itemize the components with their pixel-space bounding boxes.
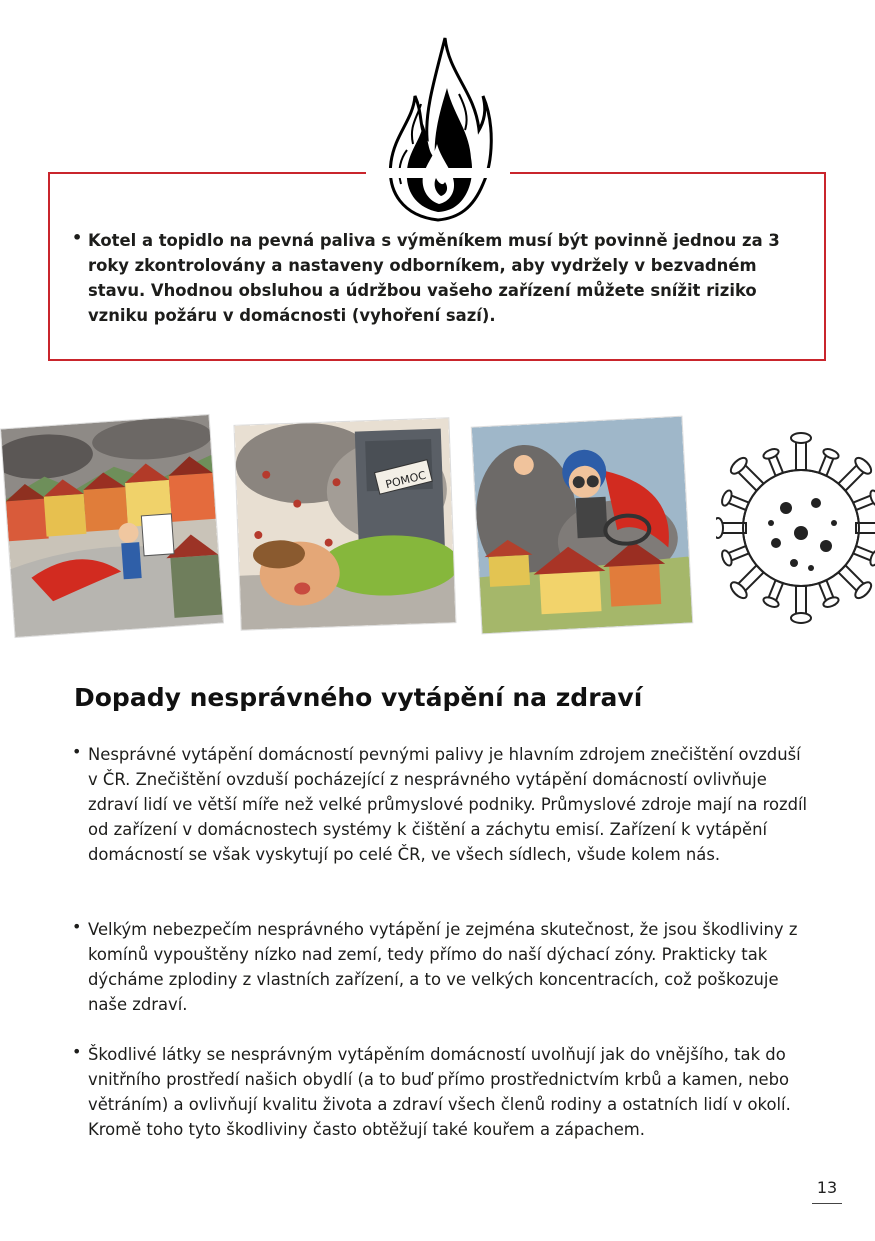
street-houses-image bbox=[1, 415, 223, 637]
bullet: • bbox=[72, 917, 82, 936]
illustration-man-fainted bbox=[235, 418, 456, 629]
section-heading: Dopady nesprávného vytápění na zdraví bbox=[74, 683, 643, 712]
bullet: • bbox=[72, 228, 83, 247]
paragraph-3: Škodlivé látky se nesprávným vytápěním domácností uvolňují jak do vnějšího, tak do vnitřního prostředí našich obydlí (a to buď přímo prostřednictvím krbů a kamen, nebo větráním) a ovlivňují kvalitu života a zdraví všech členů rodiny a ostatních lidí v okolí. Kromě toho tyto škodliviny často obtěžují také kouřem a zápachem. bbox=[88, 1045, 791, 1139]
virus-icon bbox=[716, 428, 875, 628]
notice-box-gap bbox=[366, 168, 510, 178]
notice-text: Kotel a topidlo na pevná paliva s výměníkem musí být povinně jednou za 3 roky zkontrolovány a nastaveny odborníkem, aby vydržely v bezvadném stavu. Vhodnou obsluhou a údržbou vašeho zařízení můžete snížit riziko vzniku požáru v domácnosti (vyhoření sazí). bbox=[88, 231, 780, 325]
bullet: • bbox=[72, 1042, 82, 1061]
illustration-street-houses bbox=[1, 415, 223, 637]
page-number: 13 bbox=[816, 1178, 838, 1197]
illustration-chimney-sweep bbox=[472, 417, 692, 634]
man-fainted-image bbox=[235, 418, 456, 629]
sign-text: POMOC bbox=[384, 468, 428, 492]
paragraph-1: Nesprávné vytápění domácností pevnými palivy je hlavním zdrojem znečištění ovzduší v ČR. Znečištění ovzduší pocházející z nesprávného vytápění domácností ovlivňuje zdraví lidí ve větší míře než velké průmyslové podniky. Průmyslové zdroje mají na rozdíl od zařízení v domácnostech systémy k čištění a záchytu emisí. Zařízení k vytápění domácností se však vyskytují po celé ČR, ve všech sídlech, všude kolem nás. bbox=[88, 745, 808, 864]
paragraph-2: Velkým nebezpečím nesprávného vytápění je zejména skutečnost, že jsou škodliviny z komínů vypouštěny nízko nad zemí, tedy přímo do naší dýchací zóny. Prakticky tak dýcháme zplodiny z vlastních zařízení, a to ve velkých koncentracích, což poškozuje naše zdraví. bbox=[88, 920, 798, 1014]
chimney-sweep-image bbox=[472, 417, 692, 634]
bullet: • bbox=[72, 742, 82, 761]
page-number-underline bbox=[812, 1203, 842, 1204]
